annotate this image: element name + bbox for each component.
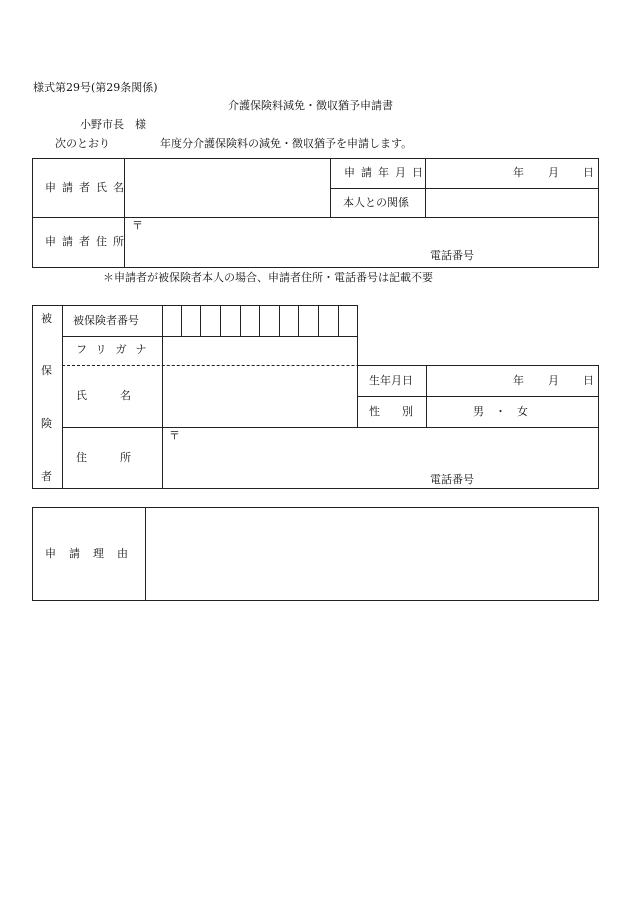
insured-vertical-2: 保 bbox=[41, 364, 52, 377]
insured-postal-mark: 〒 bbox=[169, 429, 180, 442]
reason-label: 申請理由 bbox=[45, 547, 141, 560]
gender-label: 性 別 bbox=[369, 405, 413, 418]
insured-address-label: 住 所 bbox=[76, 451, 131, 464]
intro-text: 年度分介護保険料の減免・徴収猶予を申請します。 bbox=[160, 137, 413, 150]
furigana-field[interactable] bbox=[163, 337, 357, 364]
applicant-name-label: 申請者氏名 bbox=[45, 181, 130, 194]
application-date-label: 申請年月日 bbox=[344, 166, 429, 179]
relation-label: 本人との関係 bbox=[343, 196, 409, 209]
furigana-label: フリガナ bbox=[76, 343, 156, 356]
application-date-day: 日 bbox=[583, 166, 594, 179]
application-date-month: 月 bbox=[548, 166, 559, 179]
insured-vertical-1: 被 bbox=[41, 312, 52, 325]
reason-field[interactable] bbox=[146, 508, 598, 600]
insured-vertical-4: 者 bbox=[41, 470, 52, 483]
birth-date-year: 年 bbox=[513, 374, 524, 387]
applicant-phone-label: 電話番号 bbox=[430, 249, 474, 262]
form-number: 様式第29号(第29条関係) bbox=[33, 81, 158, 94]
insured-number-label: 被保険者番号 bbox=[73, 314, 139, 327]
applicant-address-label: 申請者住所 bbox=[45, 235, 130, 248]
page-title: 介護保険料減免・徴収猶予申請書 bbox=[228, 99, 393, 112]
intro-prefix: 次のとおり bbox=[55, 137, 110, 150]
birth-date-day: 日 bbox=[583, 374, 594, 387]
applicant-note: ＊申請者が被保険者本人の場合、申請者住所・電話番号は記載不要 bbox=[103, 271, 433, 284]
gender-options[interactable]: 男 ・ 女 bbox=[473, 405, 528, 418]
insured-number-field[interactable] bbox=[163, 306, 357, 335]
relation-field[interactable] bbox=[426, 189, 598, 216]
addressee: 小野市長 様 bbox=[80, 118, 146, 131]
application-date-year: 年 bbox=[513, 166, 524, 179]
insured-phone-label: 電話番号 bbox=[430, 473, 474, 486]
applicant-name-field[interactable] bbox=[125, 159, 330, 217]
birth-date-month: 月 bbox=[548, 374, 559, 387]
insured-name-field[interactable] bbox=[163, 367, 357, 426]
insured-name-label: 氏 名 bbox=[76, 389, 131, 402]
birth-date-label: 生年月日 bbox=[369, 374, 413, 387]
applicant-postal-mark: 〒 bbox=[132, 219, 143, 232]
insured-vertical-3: 険 bbox=[41, 417, 52, 430]
